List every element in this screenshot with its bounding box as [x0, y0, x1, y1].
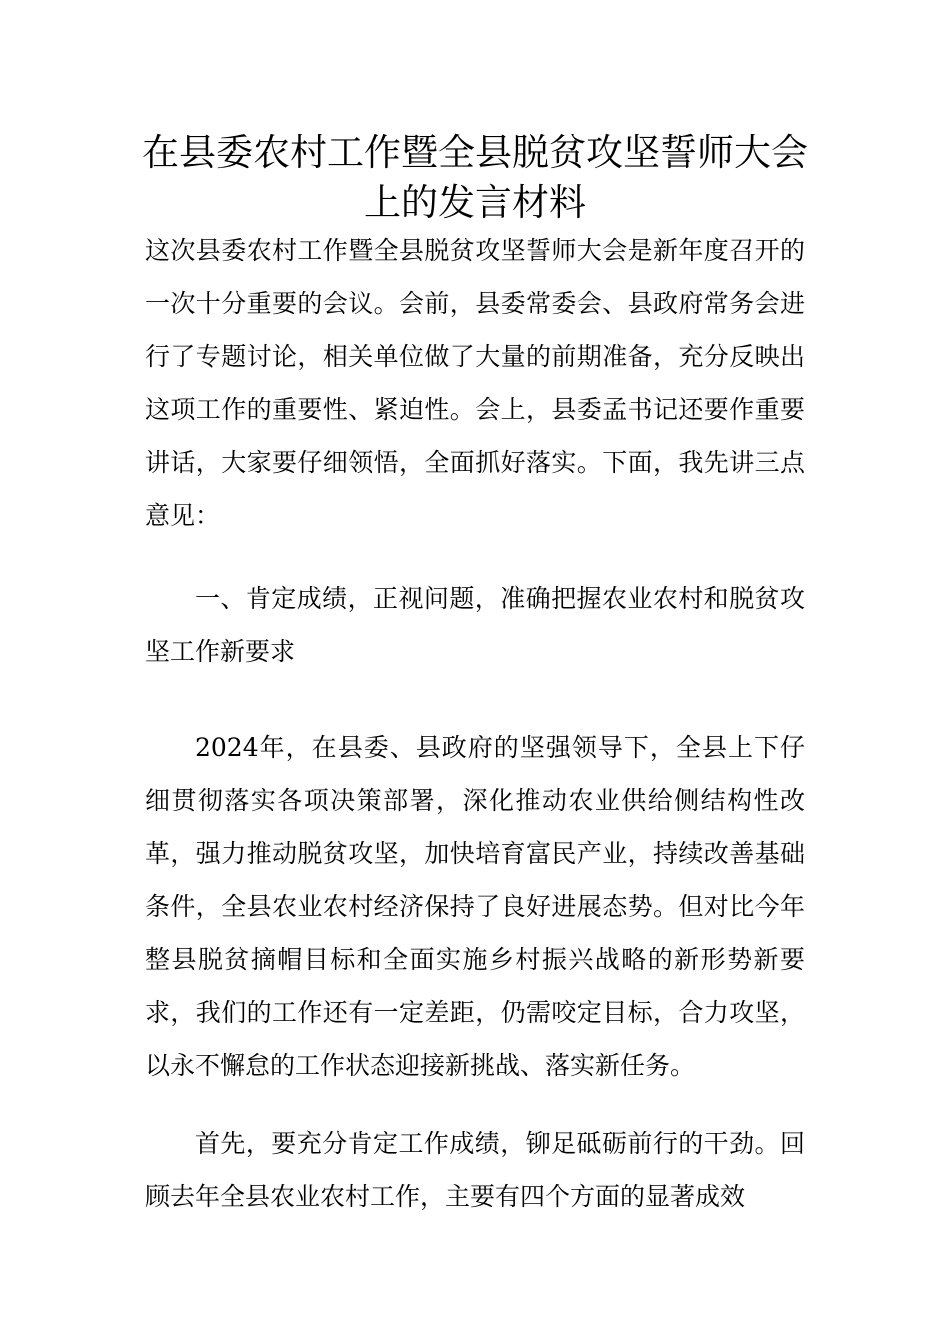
paragraph-intro: 这次县委农村工作暨全县脱贫攻坚誓师大会是新年度召开的一次十分重要的会议。会前，县委常委会、县政府常务会进行了专题讨论，相关单位做了大量的前期准备，充分反映出这项工作的重要性、紧迫性。会上，县委孟书记还要作重要讲话，大家要仔细领悟，全面抓好落实。下面，我先讲三点意见： — [145, 236, 805, 530]
section-heading-1: 一、肯定成绩，正视问题，准确把握农业农村和脱贫攻坚工作新要求 — [145, 584, 805, 666]
paragraph-2024-review: 2024年，在县委、县政府的坚强领导下，全县上下仔细贯彻落实各项决策部署，深化推动农业供给侧结构性改革，强力推动脱贫攻坚，加快培育富民产业，持续改善基础条件，全县农业农村经济保持了良好进展态势。但对比今年整县脱贫摘帽目标和全面实施乡村振兴战略的新形势新要求，我们的工作还有一定差距，仍需咬定目标，合力攻坚，以永不懈怠的工作状态迎接新挑战、落实新任务。 — [145, 733, 805, 1080]
document-title: 在县委农村工作暨全县脱贫攻坚誓师大会上的发言材料 — [142, 131, 808, 224]
paragraph-achievements: 首先，要充分肯定工作成绩，铆足砥砺前行的干劲。回顾去年全县农业农村工作，主要有四个方面的显著成效 — [145, 1129, 805, 1211]
